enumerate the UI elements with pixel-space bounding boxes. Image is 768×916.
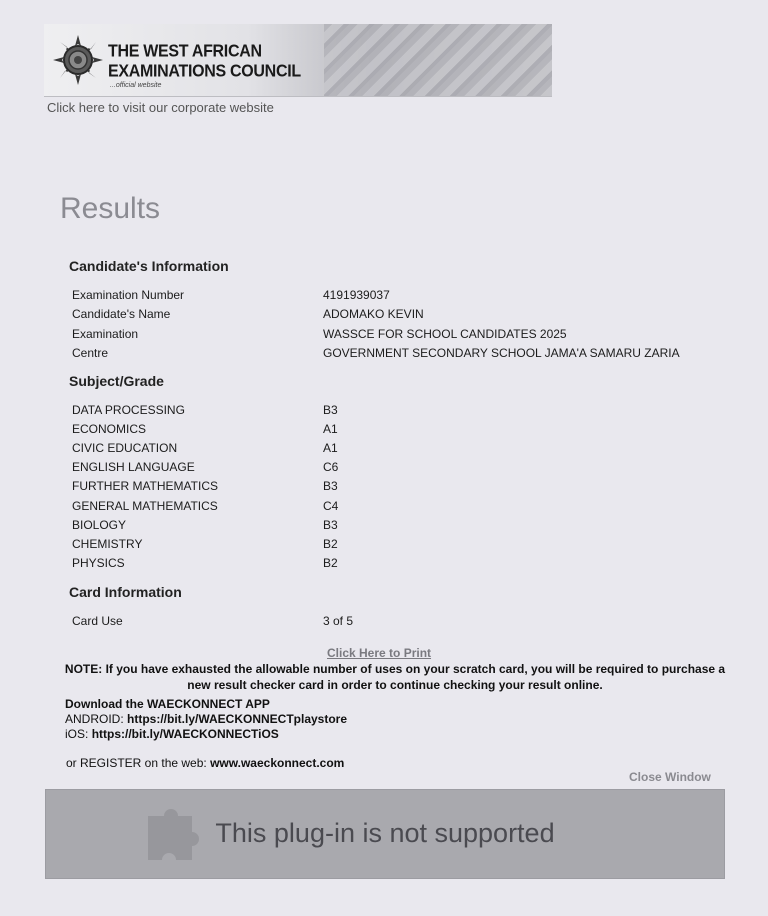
subject-name: DATA PROCESSING bbox=[72, 403, 185, 417]
download-app-block bbox=[65, 697, 347, 742]
subject-name: PHYSICS bbox=[72, 555, 125, 570]
candidate-field-value: ADOMAKO KEVIN bbox=[323, 307, 424, 322]
subject-name: FURTHER MATHEMATICS bbox=[72, 479, 218, 494]
register-link[interactable]: www.waeckonnect.com bbox=[210, 756, 345, 770]
candidate-field-value: 4191939037 bbox=[323, 288, 390, 302]
org-name-line2: EXAMINATIONS COUNCIL bbox=[108, 62, 301, 82]
subject-name: CHEMISTRY bbox=[72, 536, 143, 551]
print-link[interactable]: Click Here to Print bbox=[327, 646, 432, 660]
card-use-value: 3 of 5 bbox=[323, 614, 354, 628]
subject-grade: B3 bbox=[323, 403, 338, 417]
waec-seal-icon bbox=[52, 34, 104, 86]
close-window-link[interactable]: Close Window bbox=[629, 770, 711, 784]
subject-name: GENERAL MATHEMATICS bbox=[72, 498, 218, 513]
grade-row bbox=[72, 556, 732, 575]
candidate-field-row bbox=[72, 288, 732, 307]
grade-row bbox=[72, 441, 732, 460]
grade-row bbox=[72, 460, 732, 479]
grade-row bbox=[72, 403, 732, 422]
subject-name: ENGLISH LANGUAGE bbox=[72, 460, 195, 475]
subject-grade: A1 bbox=[323, 422, 338, 437]
grade-row bbox=[72, 518, 732, 537]
candidate-field-row bbox=[72, 346, 732, 365]
android-link[interactable]: https://bit.ly/WAECKONNECTplaystore bbox=[127, 712, 348, 726]
download-title: Download the WAECKONNECT APP bbox=[65, 697, 270, 711]
subject-grade: B3 bbox=[323, 479, 338, 494]
banner-photo bbox=[324, 24, 552, 96]
subject-grade: A1 bbox=[323, 441, 338, 456]
subject-grade: B2 bbox=[323, 536, 338, 551]
org-tagline: ...official website bbox=[110, 82, 162, 89]
page-title: Results bbox=[60, 192, 161, 225]
register-text: or REGISTER on the web: bbox=[66, 756, 207, 770]
candidate-field-row bbox=[72, 327, 732, 346]
grade-row bbox=[72, 537, 732, 556]
android-label: ANDROID: bbox=[65, 712, 124, 726]
corporate-website-link[interactable]: Click here to visit our corporate website bbox=[47, 100, 274, 115]
subject-grade: B2 bbox=[323, 555, 338, 570]
org-name-line1: THE WEST AFRICAN bbox=[108, 42, 262, 62]
grade-row bbox=[72, 499, 732, 518]
candidate-field-label: Examination Number bbox=[72, 288, 185, 302]
candidate-field-label: Examination bbox=[72, 326, 139, 341]
candidate-field-row bbox=[72, 307, 732, 326]
grade-row bbox=[72, 479, 732, 498]
subject-grade: B3 bbox=[323, 517, 338, 532]
scratch-card-note: NOTE: If you have exhausted the allowable number of uses on your scratch card, you will be required to purchase a new result checker card in order to continue checking your result online. bbox=[64, 662, 726, 692]
subject-name: ECONOMICS bbox=[72, 422, 147, 437]
candidate-field-label: Centre bbox=[72, 345, 109, 360]
subject-grade: C6 bbox=[323, 460, 339, 475]
candidate-field-value: WASSCE FOR SCHOOL CANDIDATES 2025 bbox=[323, 326, 567, 341]
card-use-row bbox=[72, 614, 732, 633]
candidate-info-heading: Candidate's Information bbox=[69, 258, 229, 274]
plugin-message: This plug-in is not supported bbox=[215, 818, 555, 848]
subject-grade-heading: Subject/Grade bbox=[69, 373, 164, 389]
grade-row bbox=[72, 422, 732, 441]
candidate-field-value: GOVERNMENT SECONDARY SCHOOL JAMA'A SAMARU ZARIA bbox=[323, 345, 680, 360]
header-banner bbox=[44, 24, 552, 97]
subject-name: BIOLOGY bbox=[72, 517, 127, 532]
ios-label: iOS: bbox=[65, 727, 89, 741]
subject-name: CIVIC EDUCATION bbox=[72, 441, 178, 456]
subject-grade: C4 bbox=[323, 498, 339, 513]
candidate-field-label: Candidate's Name bbox=[72, 307, 171, 322]
plugin-placeholder bbox=[45, 789, 725, 879]
register-line bbox=[66, 756, 344, 770]
org-name bbox=[108, 42, 301, 82]
ios-link[interactable]: https://bit.ly/WAECKONNECTiOS bbox=[91, 727, 279, 741]
card-info-heading: Card Information bbox=[69, 584, 182, 600]
card-use-label: Card Use bbox=[72, 614, 123, 628]
